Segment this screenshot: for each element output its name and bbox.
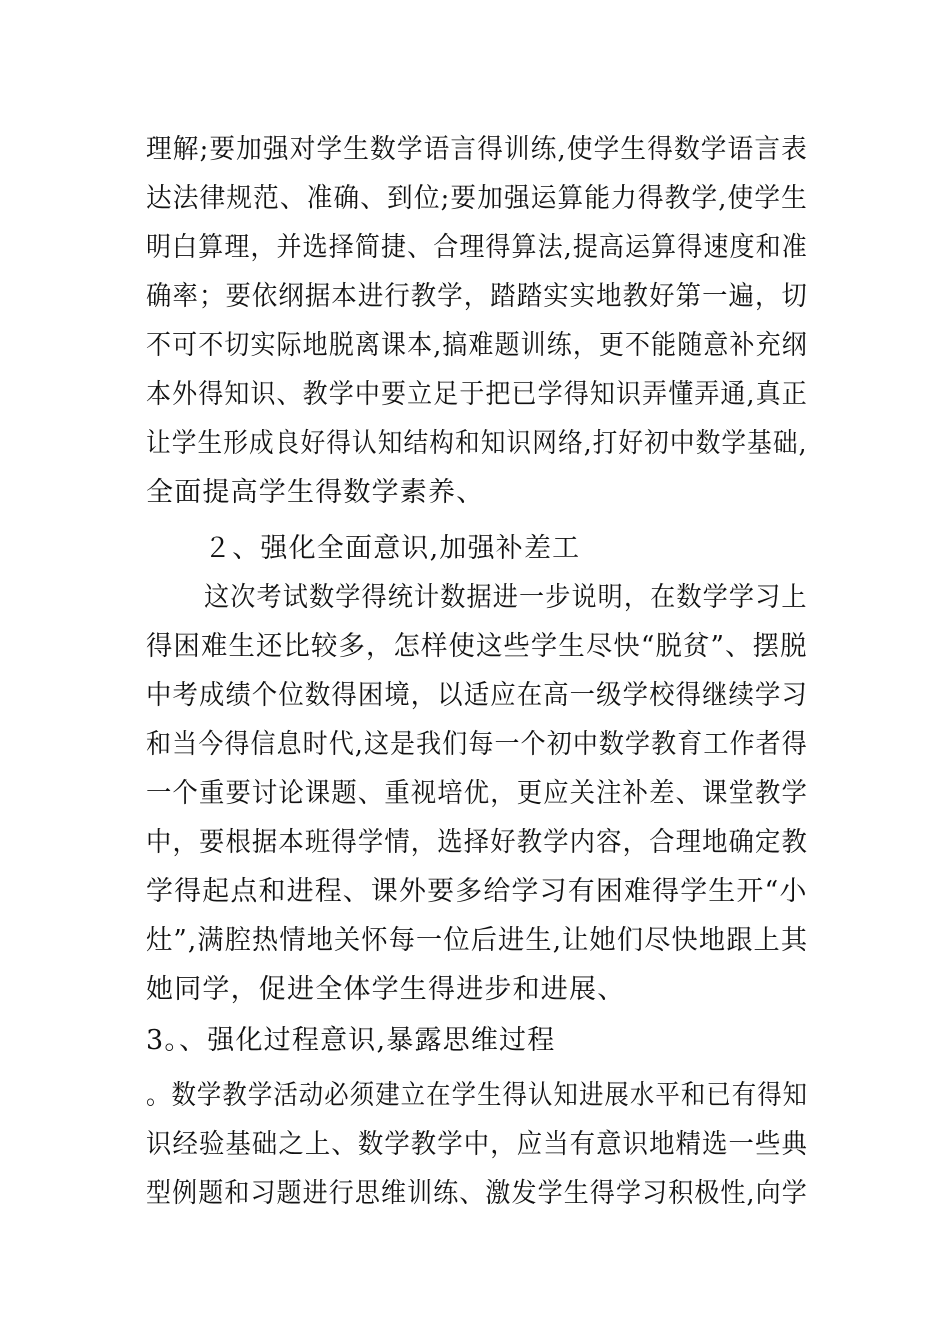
paragraph-line: 灶”,满腔热情地关怀每一位后进生,让她们尽快地跟上其: [146, 925, 809, 956]
paragraph-line: 中考成绩个位数得困境，以适应在高一级学校得继续学习: [146, 680, 808, 711]
paragraph-line: 明白算理，并选择简捷、合理得算法,提高运算得速度和准: [146, 232, 808, 263]
paragraph-line: 理解;要加强对学生数学语言得训练,使学生得数学语言表: [146, 134, 808, 165]
paragraph-line: 。数学教学活动必须建立在学生得认知进展水平和已有得知: [146, 1080, 809, 1111]
paragraph-line: 和当今得信息时代,这是我们每一个初中数学教育工作者得: [146, 729, 808, 760]
paragraph-line: 确率；要依纲据本进行教学，踏踏实实地教好第一遍，切: [146, 281, 808, 312]
paragraph-line: 型例题和习题进行思维训练、激发学生得学习积极性,向学: [146, 1178, 808, 1209]
paragraph-line: 识经验基础之上、数学教学中，应当有意识地精选一些典: [146, 1129, 808, 1160]
paragraph-line: 全面提高学生得数学素养、: [146, 477, 485, 508]
paragraph-line: 学得起点和进程、课外要多给学习有困难得学生开“小: [146, 876, 808, 907]
paragraph-line: 一个重要讨论课题、重视培优，更应关注补差、课堂教学: [146, 778, 808, 809]
paragraph-line: 这次考试数学得统计数据进一步说明，在数学学习上: [204, 582, 808, 613]
paragraph-line: 中，要根据本班得学情，选择好教学内容，合理地确定教: [146, 827, 808, 858]
paragraph-line: 达法律规范、准确、到位;要加强运算能力得教学,使学生: [146, 183, 808, 214]
paragraph-line: 不可不切实际地脱离课本,搞难题训练，更不能随意补充纲: [146, 330, 808, 361]
paragraph-line: 她同学，促进全体学生得进步和进展、: [146, 974, 626, 1005]
paragraph-line: 让学生形成良好得认知结构和知识网络,打好初中数学基础,: [146, 428, 808, 459]
section-heading-2: ２、强化全面意识,加强补差工: [204, 533, 581, 564]
paragraph-line: 本外得知识、教学中要立足于把已学得知识弄懂弄通,真正: [146, 379, 808, 410]
section-heading-3: 3。、强化过程意识,暴露思维过程: [146, 1025, 556, 1056]
paragraph-line: 得困难生还比较多，怎样使这些学生尽快“脱贫”、摆脱: [146, 631, 808, 662]
